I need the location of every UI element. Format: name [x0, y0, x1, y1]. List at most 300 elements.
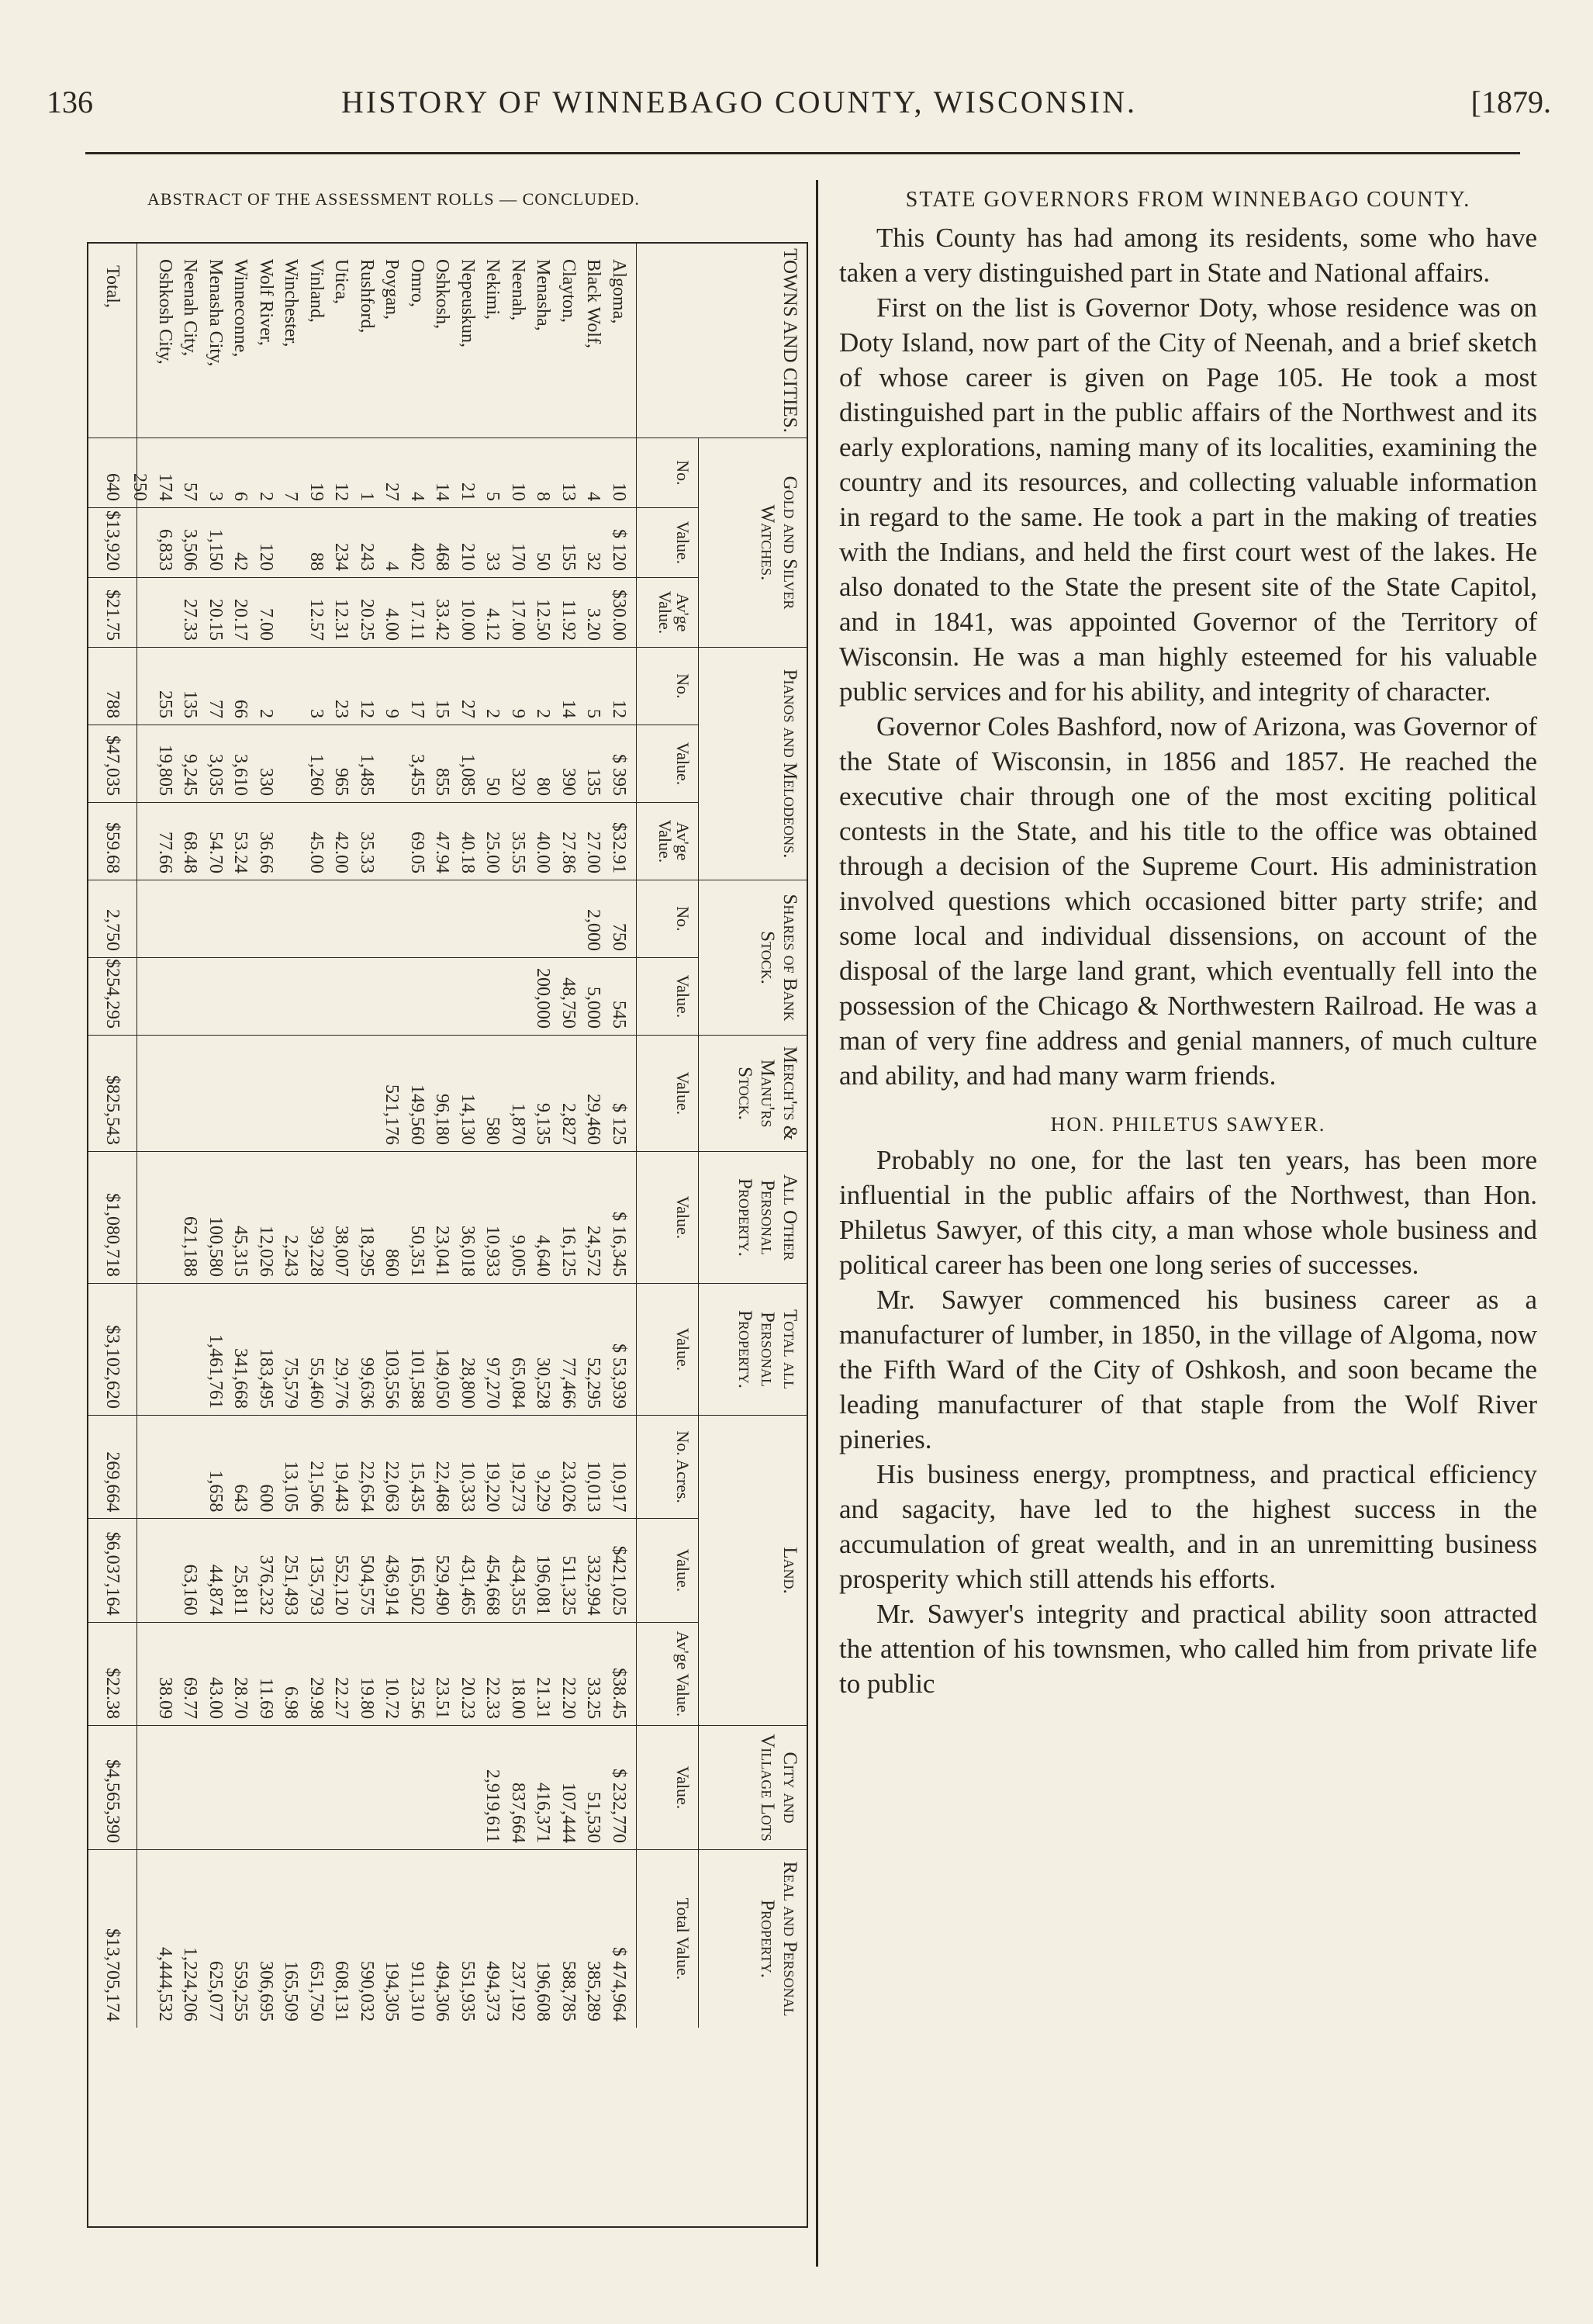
data-cell: 174 [155, 473, 175, 501]
data-cell: 43.00 [206, 1676, 226, 1719]
data-cell: 965 [331, 768, 352, 796]
data-cell: 10,333 [458, 1461, 478, 1513]
data-cell: 99,636 [357, 1357, 377, 1409]
data-cell [278, 648, 304, 725]
data-cell: 36,018 [458, 1226, 478, 1277]
right-column [839, 186, 1537, 1701]
data-cell: 3,506 [180, 529, 201, 571]
data-cell: 306,695 [256, 1961, 276, 2021]
data-cell: 210 [458, 543, 478, 571]
data-cell: 6.98 [281, 1686, 302, 1719]
data-column [136, 1850, 636, 2028]
data-cell: 431,465 [458, 1555, 478, 1616]
data-cell: 65,084 [508, 1357, 528, 1409]
data-column [136, 648, 636, 725]
data-cell: 29,776 [331, 1357, 352, 1409]
data-cell: 66 [230, 700, 251, 718]
town-name: Menasha, [533, 259, 554, 331]
data-cell: 27.33 [180, 599, 201, 641]
data-columns [136, 1416, 636, 1725]
data-cell: 330 [256, 768, 276, 796]
data-cell: 165,502 [407, 1555, 427, 1616]
data-cell: 468 [432, 543, 453, 571]
page-number: 136 [47, 85, 93, 119]
town-name: Neenah City, [180, 259, 201, 357]
data-cell: 9,135 [533, 1103, 554, 1145]
data-cell: 2 [256, 709, 276, 718]
data-cell: 21,506 [306, 1461, 327, 1513]
group-header: Land. [698, 1416, 807, 1725]
data-cell: 10 [609, 482, 629, 501]
data-column [136, 802, 636, 880]
data-column [136, 1036, 636, 1151]
data-cell: 69.77 [180, 1676, 201, 1719]
data-cell: 51,530 [583, 1792, 604, 1843]
data-cell: 855 [432, 768, 453, 796]
data-cell: 1,658 [206, 1470, 226, 1513]
town-name: Oshkosh, [432, 259, 453, 330]
data-cell: 332,994 [583, 1555, 604, 1616]
data-columns [136, 1284, 636, 1415]
town-name: Winchester, [281, 259, 302, 348]
towns-column [88, 244, 807, 437]
data-column [136, 507, 636, 577]
data-cell: 385,289 [583, 1961, 604, 2021]
data-cell: 183,495 [256, 1348, 276, 1409]
data-cell: 23.56 [407, 1676, 427, 1719]
subheader-row [636, 1152, 698, 1283]
data-cell: 9,229 [533, 1470, 554, 1513]
data-cell: 35.55 [508, 832, 528, 873]
data-cell: 27 [458, 700, 478, 718]
data-cell: 40.18 [458, 832, 478, 873]
data-cell: 68.48 [180, 832, 201, 873]
data-cell: 18,295 [357, 1226, 377, 1277]
subheader-row [636, 648, 698, 880]
data-columns [136, 1036, 636, 1151]
data-cell: $32.91 [609, 822, 629, 873]
data-cell: 3,035 [206, 754, 226, 796]
column-group [88, 1849, 807, 2028]
data-cell: 45,315 [230, 1226, 251, 1277]
data-cell: 600 [256, 1484, 276, 1513]
data-cell: 5,000 [583, 987, 604, 1029]
data-cell: 504,575 [357, 1555, 377, 1616]
data-cell: 651,750 [306, 1961, 327, 2021]
total-row [88, 1152, 137, 1283]
data-cell: 1,260 [306, 754, 327, 796]
data-cell: 4,444,532 [155, 1947, 175, 2021]
town-name: Clayton, [558, 259, 579, 323]
data-cell [278, 803, 304, 880]
data-cell: 48,750 [558, 977, 579, 1029]
town-name: Algoma, [609, 259, 629, 324]
data-cell: 23 [331, 700, 352, 718]
data-cell: 54.70 [206, 832, 226, 873]
data-cell: 23,026 [558, 1461, 579, 1513]
data-cell: 10,933 [482, 1226, 503, 1277]
data-cell: 2 [533, 709, 554, 718]
data-cell: 103,556 [382, 1348, 403, 1409]
data-cell: 20.17 [230, 599, 251, 641]
data-cell: 9 [508, 709, 528, 718]
data-cell: 165,509 [281, 1961, 302, 2021]
data-cell: 434,355 [508, 1555, 528, 1616]
data-cell: 402 [407, 543, 427, 571]
data-cell: 3 [306, 709, 327, 718]
assessment-table-grid [87, 242, 808, 2228]
data-cell: 17 [407, 700, 427, 718]
data-cell: 29.98 [306, 1676, 327, 1719]
data-cell: 12.31 [331, 599, 352, 641]
data-cell: 22.33 [482, 1676, 503, 1719]
data-cell: 77,466 [558, 1357, 579, 1409]
page-header [47, 84, 1551, 130]
data-cell: 42.00 [331, 832, 352, 873]
subheader-cell: Value. [673, 1765, 693, 1810]
data-cell: 3,455 [407, 754, 427, 796]
data-cell: 12.50 [533, 599, 554, 641]
section-heading: STATE GOVERNORS FROM WINNEBAGO COUNTY. [905, 188, 1471, 212]
data-cell: 22,654 [357, 1461, 377, 1513]
data-cell: 250 [130, 473, 150, 501]
data-column [136, 1622, 636, 1725]
data-cell: 1,461,761 [206, 1334, 226, 1409]
data-cell: 27 [382, 482, 403, 501]
data-cell: 1,150 [206, 529, 226, 571]
town-name: Nepeuskun, [458, 259, 478, 348]
data-columns [136, 1726, 636, 1849]
data-columns [136, 648, 636, 880]
column-group [88, 437, 807, 647]
total-cell: $13,920 [88, 507, 136, 577]
data-cell: 551,935 [458, 1961, 478, 2021]
data-cell: 12,026 [256, 1226, 276, 1277]
data-cell: 6,833 [155, 529, 175, 571]
data-cell: 11.92 [558, 599, 579, 641]
data-cell: 511,325 [558, 1555, 579, 1616]
towns-list [136, 244, 636, 437]
data-cell: 18.00 [508, 1676, 528, 1719]
data-cell: 376,232 [256, 1555, 276, 1616]
data-cell: 7.00 [256, 608, 276, 641]
data-cell: 1,870 [508, 1103, 528, 1145]
data-cell: 10,013 [583, 1461, 604, 1513]
data-cell: 47.94 [432, 832, 453, 873]
column-group [88, 1283, 807, 1415]
data-cell: 11.69 [256, 1677, 276, 1719]
data-cell: 436,914 [382, 1555, 403, 1616]
data-cell: 1,224,206 [180, 1947, 201, 2021]
data-cell: 19,220 [482, 1461, 503, 1513]
data-cell: 27.86 [558, 832, 579, 873]
data-cell: 529,490 [432, 1555, 453, 1616]
data-column [136, 1416, 636, 1518]
data-cell: 80 [533, 777, 554, 796]
total-cell: $47,035 [88, 725, 136, 802]
group-header: Pianos and Melodeons. [698, 648, 807, 880]
assessment-table [87, 242, 808, 2228]
data-cell: 170 [508, 543, 528, 571]
running-title: HISTORY OF WINNEBAGO COUNTY, WISCONSIN. [341, 85, 1137, 119]
data-cell: 63,160 [180, 1564, 201, 1616]
data-cell: 860 [382, 1249, 403, 1277]
data-columns [136, 880, 636, 1035]
data-cell: 53.24 [230, 832, 251, 873]
data-cell: 30,528 [533, 1357, 554, 1409]
data-columns [136, 1152, 636, 1283]
data-cell: 521,176 [382, 1084, 403, 1145]
data-cell: 1,485 [357, 754, 377, 796]
paragraph: Mr. Sawyer's integrity and practical ability soon attracted the attention of his townsmen, who called him from private life to public [839, 1599, 1537, 1700]
data-cell: 88 [306, 552, 327, 571]
data-cell: 50 [482, 777, 503, 796]
data-cell: 149,560 [407, 1084, 427, 1145]
data-cell: 2,000 [583, 909, 604, 951]
data-cell: 23.51 [432, 1676, 453, 1719]
data-cell: 494,373 [482, 1961, 503, 2021]
data-cell: 6 [230, 492, 251, 501]
paragraph: His business energy, promptness, and practical efficiency and sagacity, have led to the highest success in the accumulation of great wealth, and in an unremitting business prosperity which still attends his efforts. [839, 1459, 1537, 1595]
town-name: Nekimi, [482, 259, 503, 320]
subheader-cell: Av'ge Value. [637, 802, 698, 880]
group-header: Shares of Bank Stock. [698, 880, 807, 1035]
total-row [88, 1850, 137, 2028]
data-cell: 1 [357, 492, 377, 501]
subheader-cell: Value. [637, 1518, 698, 1621]
data-cell: 36.66 [256, 832, 276, 873]
total-cell: $254,295 [88, 957, 136, 1035]
paragraph: Probably no one, for the last ten years, has been more influential in the public affairs of the Northwest, than Hon. Philetus Sawyer, of this city, a man whose whole business and political career has been one long series of successes. [839, 1145, 1537, 1281]
data-cell: 17.11 [407, 599, 427, 641]
data-cell: 837,664 [508, 1783, 528, 1843]
column-group [88, 1035, 807, 1151]
subheader-cell: Value. [673, 1071, 693, 1115]
data-cell: 196,608 [533, 1961, 554, 2021]
data-cell: 19,805 [155, 745, 175, 796]
data-cell: 75,579 [281, 1357, 302, 1409]
data-cell: 2 [256, 492, 276, 501]
data-cell: 9,005 [508, 1235, 528, 1277]
total-cell: 269,664 [102, 1451, 123, 1513]
data-cell: 12.57 [306, 599, 327, 641]
data-cell: 120 [256, 543, 276, 571]
data-cell: 750 [609, 923, 629, 951]
data-cell: 32 [583, 552, 604, 571]
total-row [88, 1036, 137, 1151]
town-name: Rushford, [357, 259, 377, 334]
data-cell: 77 [206, 700, 226, 718]
data-cell: 4 [382, 562, 403, 571]
subheader-row [636, 1726, 698, 1849]
total-row [88, 880, 137, 1035]
total-cell: 788 [102, 690, 123, 718]
town-name: Neenah, [508, 259, 528, 321]
data-cell: $ 474,964 [609, 1947, 629, 2021]
data-cell: 5 [482, 492, 503, 501]
total-cell: $21.75 [88, 577, 136, 647]
total-cell: $13,705,174 [102, 1928, 123, 2021]
data-cell: 14 [432, 482, 453, 501]
data-cell: 552,120 [331, 1555, 352, 1616]
subheader-row [636, 1036, 698, 1151]
data-cell: 2,919,611 [482, 1769, 503, 1843]
data-cell: 14,130 [458, 1094, 478, 1145]
total-cell: $825,543 [102, 1075, 123, 1145]
subheader-cell: Av'ge Value. [637, 1622, 698, 1725]
data-cell: 97,270 [482, 1357, 503, 1409]
town-name: Winneconne, [230, 259, 251, 358]
data-cell: 149,050 [432, 1348, 453, 1409]
abstract-title: ABSTRACT OF THE ASSESSMENT ROLLS — CONCLUDED. [147, 189, 640, 209]
data-cell: 416,371 [533, 1783, 554, 1843]
data-cell: 19.80 [357, 1676, 377, 1719]
data-cell: 50,351 [407, 1226, 427, 1277]
subheader-cell: Value. [673, 1327, 693, 1371]
subheader-cell: Value. [637, 507, 698, 577]
column-group [88, 880, 807, 1035]
data-cell: 590,032 [357, 1961, 377, 2021]
data-cell: 21 [458, 482, 478, 501]
town-name: Omro, [407, 259, 427, 307]
data-cell: 10.72 [382, 1676, 403, 1719]
data-cell: 390 [558, 768, 579, 796]
subheader-cell: Av'ge Value. [637, 577, 698, 647]
towns-cells [136, 244, 636, 437]
data-cell: 13,105 [281, 1461, 302, 1513]
data-cell: 2 [482, 709, 503, 718]
data-cell: 4 [583, 492, 604, 501]
town-name: Wolf River, [256, 259, 276, 346]
data-cell: $ 125 [609, 1103, 629, 1145]
data-cell: 9 [382, 709, 403, 718]
data-cell: 251,493 [281, 1555, 302, 1616]
data-cell: 14 [558, 700, 579, 718]
data-cell: 7 [281, 492, 302, 501]
data-column [136, 880, 636, 957]
data-column [136, 725, 636, 802]
town-name: Utica, [331, 259, 352, 304]
data-cell: 4,640 [533, 1235, 554, 1277]
data-cell: 10,917 [609, 1461, 629, 1513]
data-cell [278, 508, 304, 577]
subheader-row [636, 880, 698, 1035]
towns-total-row [88, 244, 137, 437]
data-cell: 96,180 [432, 1094, 453, 1145]
towns-header: TOWNS AND CITIES. [636, 244, 807, 437]
paragraph: Governor Coles Bashford, now of Arizona, was Governor of the State of Wisconsin, in 1856 and 1857. He reached the executive chair through one of the most exciting political contests in the State, and his title to the office was obtained through a decision of the Supreme Court. His administration involved questions which occasioned bitter party strife; and some local and individual dissensions, on account of the disposal of the large land grant, which eventually fell into the possession of the Chicago & Northwestern Railroad. He was a man of very fine address and genial manners, of much culture and ability, and had many warm friends. [839, 711, 1537, 1091]
data-cell: 494,306 [432, 1961, 453, 2021]
total-row [88, 1416, 137, 1725]
data-cell: 57 [180, 482, 201, 501]
data-cell: 33 [482, 552, 503, 571]
data-cell: 194,305 [382, 1961, 403, 2021]
data-cell [278, 578, 304, 647]
data-cell: 28,800 [458, 1357, 478, 1409]
subheader-row [636, 1416, 698, 1725]
paragraph: First on the list is Governor Doty, whose residence was on Doty Island, now part of the City of Neenah, and a brief sketch of whose career is given on Page 105. He took a most distinguished part in the public affairs of the Northwest and its early explorations, naming many of its localities, examining the country and its resources, and collecting valuable information in regard to the same. He took a part in the making of treaties with the Indians, and held the first court west of the lakes. He also donated to the State the present site of the State Capitol, and in 1841, was appointed Governor of the Territory of Wisconsin. He was a man highly esteemed for his valuable public services and for his ability, and integrity of character. [839, 292, 1537, 707]
subheader-row [636, 1284, 698, 1415]
data-cell: 33.42 [432, 599, 453, 641]
data-column [136, 1284, 636, 1415]
data-cell: 69.05 [407, 832, 427, 873]
data-cell: 38.09 [155, 1676, 175, 1719]
data-column [136, 577, 636, 647]
data-cell: 1,085 [458, 754, 478, 796]
total-cell: $3,102,620 [102, 1325, 123, 1409]
data-cell: 25.00 [482, 832, 503, 873]
total-cell: $4,565,390 [102, 1759, 123, 1843]
data-cell: 52,295 [583, 1357, 604, 1409]
data-cell: 237,192 [508, 1961, 528, 2021]
data-cell: 28.70 [230, 1676, 251, 1719]
data-cell: 10 [508, 482, 528, 501]
data-cell [379, 803, 405, 880]
data-cell: 10.00 [458, 599, 478, 641]
data-cell: 911,310 [407, 1961, 427, 2021]
group-header: Total all Personal Property. [698, 1284, 807, 1415]
data-cell: 20.25 [357, 599, 377, 641]
data-cell: 559,255 [230, 1961, 251, 2021]
data-cell: 3.20 [583, 608, 604, 641]
data-cell: 196,081 [533, 1555, 554, 1616]
data-cell: 33.25 [583, 1676, 604, 1719]
group-header: City and Village Lots [698, 1726, 807, 1849]
data-cell: $ 53,939 [609, 1344, 629, 1409]
data-cell: 20.23 [458, 1676, 478, 1719]
town-name: Oshkosh City, [155, 259, 175, 365]
data-cell: 3 [206, 492, 226, 501]
data-cell: 12 [331, 482, 352, 501]
data-column [130, 438, 636, 507]
data-cell: 50 [533, 552, 554, 571]
data-cell: 29,460 [583, 1094, 604, 1145]
data-cell: 454,668 [482, 1555, 503, 1616]
data-cell: 38,007 [331, 1226, 352, 1277]
data-cell: 13 [558, 482, 579, 501]
data-cell: 107,444 [558, 1783, 579, 1843]
column-divider [816, 180, 818, 2267]
data-cell: 545 [609, 1001, 629, 1029]
data-cell: 4 [407, 492, 427, 501]
data-cell: 320 [508, 768, 528, 796]
data-cell: 23,041 [432, 1226, 453, 1277]
total-label: Total, [102, 265, 123, 308]
data-cell: 234 [331, 543, 352, 571]
data-cell: 22,063 [382, 1461, 403, 1513]
data-cell: $38.45 [609, 1667, 629, 1719]
data-cell: 45.00 [306, 832, 327, 873]
total-row [88, 1284, 137, 1415]
data-cell: $ 16,345 [609, 1212, 629, 1277]
data-cell: 243 [357, 543, 377, 571]
data-column [136, 1518, 636, 1621]
data-cell: 16,125 [558, 1226, 579, 1277]
data-cell: 44,874 [206, 1564, 226, 1616]
data-cell: 580 [482, 1117, 503, 1145]
data-cell: 5 [583, 709, 604, 718]
subheader-cell: Total Value. [673, 1897, 693, 1980]
data-cell: 2,827 [558, 1103, 579, 1145]
group-header: Gold and Silver Watches. [698, 438, 807, 647]
data-cell: 643 [230, 1484, 251, 1513]
data-cell: 135 [583, 768, 604, 796]
data-cell: 21.31 [533, 1676, 554, 1719]
data-cell: 39,228 [306, 1226, 327, 1277]
data-cell [278, 725, 304, 802]
data-cell: 621,188 [180, 1216, 201, 1277]
data-cell: 608,131 [331, 1961, 352, 2021]
